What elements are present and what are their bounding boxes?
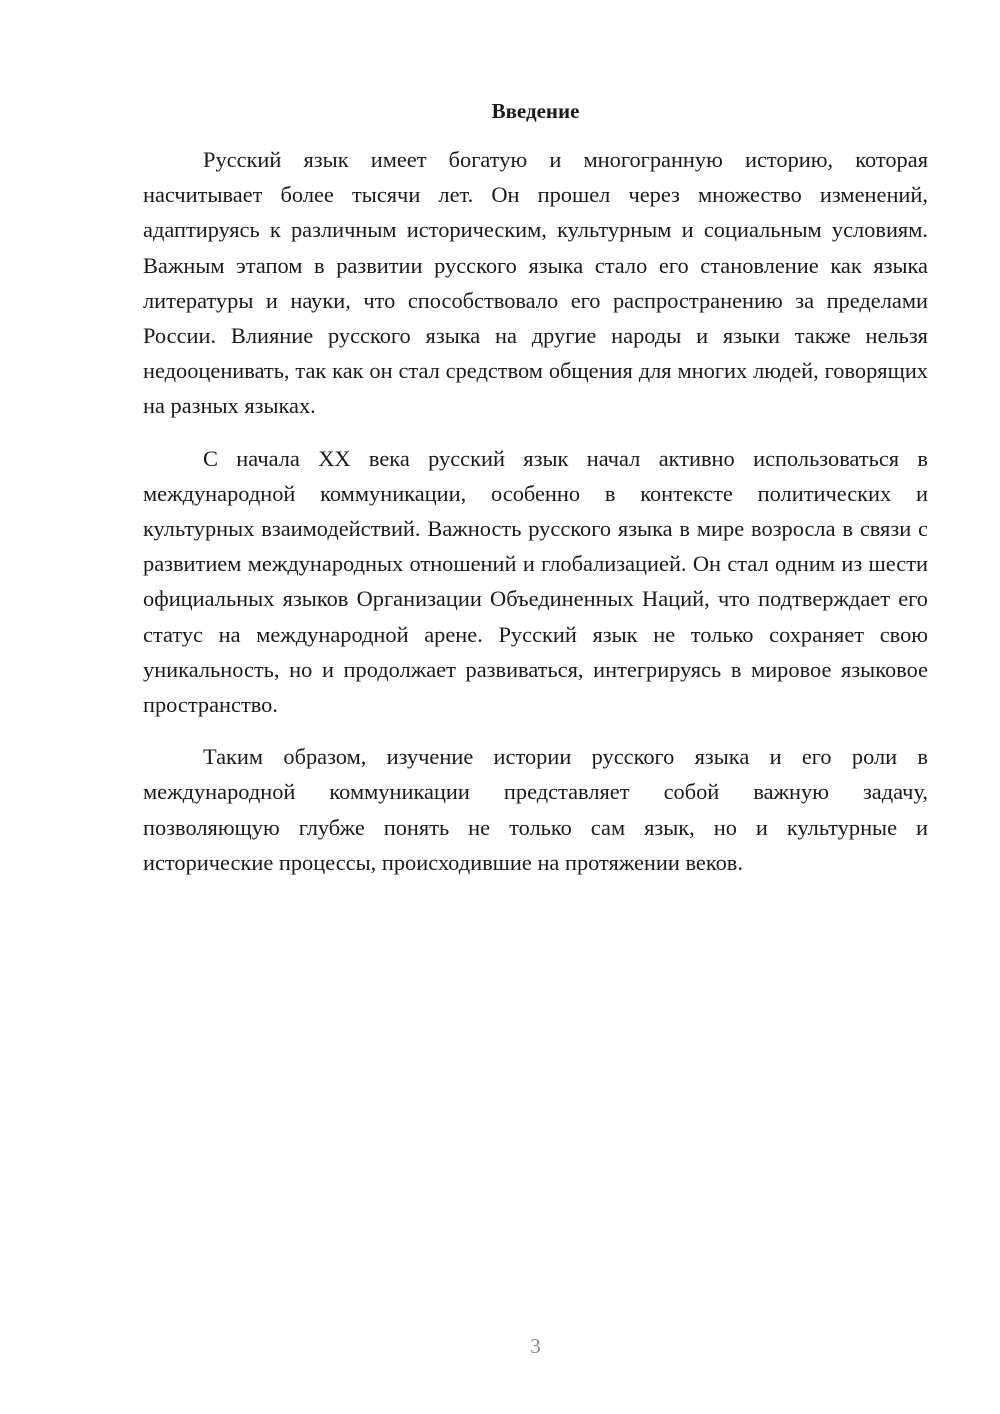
paragraph-1: Русский язык имеет богатую и многогранную историю, которая насчитывает более тысячи лет. Он прошел через множество изменений, адаптируясь к различным историческим, культурным и социальным условиям. Важным этапом в развитии русского языка стало его становление как языка литературы и науки, что способствовало его распространению за пределами России. Влияние русского языка на другие народы и языки также нельзя недооценивать, так как он стал средством общения для многих людей, говорящих на разных языках. [143, 147, 928, 419]
paragraph-3: Таким образом, изучение истории русского языка и его роли в международной коммуникации представляет собой важную задачу, позволяющую глубже понять не только сам язык, но и культурные и исторические процессы, происходившие на протяжении веков. [143, 744, 928, 875]
page-number: 3 [530, 1334, 541, 1358]
body-text [143, 142, 928, 897]
section-heading: Введение [491, 99, 580, 123]
paragraph-2: С начала XX века русский язык начал активно использоваться в международной коммуникации, особенно в контексте политических и культурных взаимодействий. Важность русского языка в мире возросла в связи с развитием международных отношений и глобализацией. Он стал одним из шести официальных языков Организации Объединенных Наций, что подтверждает его статус на международной арене. Русский язык не только сохраняет свою уникальность, но и продолжает развиваться, интегрируясь в мировое языковое пространство. [143, 445, 928, 718]
